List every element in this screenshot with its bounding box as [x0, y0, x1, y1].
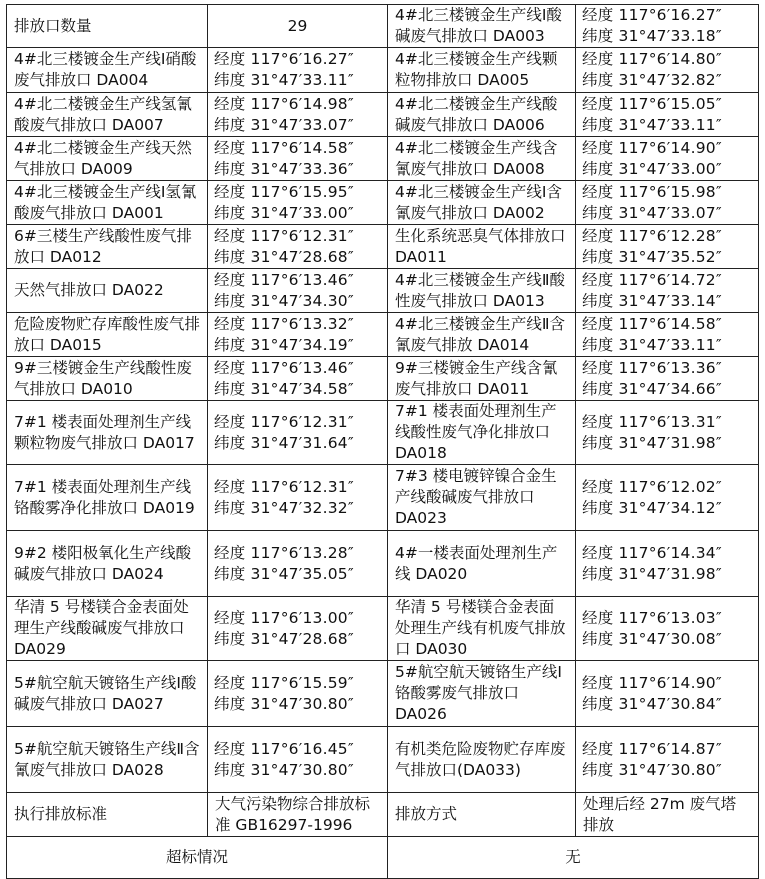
latitude: 纬度 31°47′33.00″ [214, 203, 354, 222]
outlet-coordinates [208, 401, 388, 465]
standard-label: 执行排放标准 [7, 793, 208, 837]
outlet-name: 4#北二楼镀金生产线酸碱废气排放口 DA006 [388, 93, 576, 137]
outlet-coordinates [576, 727, 759, 793]
longitude: 经度 117°6′12.31″ [214, 477, 354, 496]
exceed-label: 超标情况 [7, 837, 388, 879]
table-row [7, 48, 759, 93]
outlet-name: 7#1 楼表面处理剂生产线铬酸雾净化排放口 DA019 [7, 465, 208, 531]
latitude: 纬度 31°47′33.11″ [582, 115, 722, 134]
longitude: 经度 117°6′14.90″ [582, 138, 722, 157]
longitude: 经度 117°6′12.31″ [214, 412, 354, 431]
longitude: 经度 117°6′12.31″ [214, 226, 354, 245]
outlet-coordinates [208, 137, 388, 181]
outlet-name: 4#北三楼镀金生产线Ⅰ含氰废气排放口 DA002 [388, 181, 576, 225]
longitude: 经度 117°6′14.72″ [582, 270, 722, 289]
latitude: 纬度 31°47′33.18″ [582, 27, 722, 45]
outlet-name: 华清 5 号楼镁合金表面处理生产线有机废气排放口 DA030 [388, 597, 576, 661]
longitude: 经度 117°6′14.80″ [582, 50, 722, 68]
outlet-name: 7#1 楼表面处理剂生产线酸性废气净化排放口 DA018 [388, 401, 576, 465]
latitude: 纬度 31°47′32.32″ [214, 498, 354, 517]
table-row [7, 313, 759, 357]
longitude: 经度 117°6′13.03″ [582, 608, 722, 627]
outlet-coordinates [576, 357, 759, 401]
latitude: 纬度 31°47′34.66″ [582, 379, 722, 398]
table-row [7, 181, 759, 225]
outlet-count-label: 排放口数量 [7, 5, 208, 48]
longitude: 经度 117°6′14.58″ [582, 314, 722, 333]
outlet-name: 4#北三楼镀金生产线Ⅰ酸碱废气排放口 DA003 [388, 5, 576, 48]
latitude: 纬度 31°47′30.80″ [214, 760, 354, 779]
outlet-count-value: 29 [208, 5, 388, 48]
longitude: 经度 117°6′13.46″ [214, 358, 354, 377]
outlet-name: 4#北二楼镀金生产线含氰废气排放口 DA008 [388, 137, 576, 181]
outlet-coordinates [576, 93, 759, 137]
longitude: 经度 117°6′16.45″ [214, 739, 354, 758]
outlet-coordinates [208, 93, 388, 137]
table-row [7, 137, 759, 181]
outlet-coordinates [576, 401, 759, 465]
longitude: 经度 117°6′14.34″ [582, 543, 722, 562]
outlet-name: 生化系统恶臭气体排放口 DA011 [388, 225, 576, 269]
standard-value: 大气污染物综合排放标准 GB16297-1996 [208, 793, 388, 837]
outlet-name: 7#3 楼电镀锌镍合金生产线酸碱废气排放口 DA023 [388, 465, 576, 531]
table-row [7, 727, 759, 793]
outlet-coordinates [208, 269, 388, 313]
outlet-name: 天然气排放口 DA022 [7, 269, 208, 313]
longitude: 经度 117°6′16.27″ [582, 6, 722, 24]
outlet-name: 6#三楼生产线酸性废气排放口 DA012 [7, 225, 208, 269]
latitude: 纬度 31°47′34.58″ [214, 379, 354, 398]
outlet-name: 华清 5 号楼镁合金表面处理生产线酸碱废气排放口 DA029 [7, 597, 208, 661]
table-row [7, 357, 759, 401]
table-row [7, 661, 759, 727]
table-row [7, 531, 759, 597]
outlet-name: 7#1 楼表面处理剂生产线颗粒物废气排放口 DA017 [7, 401, 208, 465]
outlet-name: 9#三楼镀金生产线酸性废气排放口 DA010 [7, 357, 208, 401]
outlet-name: 4#北三楼镀金生产线颗粒物排放口 DA005 [388, 48, 576, 93]
outlet-coordinates [576, 269, 759, 313]
outlet-coordinates [208, 727, 388, 793]
method-value: 处理后经 27m 废气塔排放 [576, 793, 759, 837]
outlet-coordinates [576, 597, 759, 661]
latitude: 纬度 31°47′33.07″ [582, 203, 722, 222]
outlet-coordinates [576, 465, 759, 531]
outlet-name: 4#北三楼镀金生产线Ⅰ硝酸废气排放口 DA004 [7, 48, 208, 93]
latitude: 纬度 31°47′33.14″ [582, 291, 722, 310]
longitude: 经度 117°6′15.98″ [582, 182, 722, 201]
latitude: 纬度 31°47′33.00″ [582, 159, 722, 178]
table-row [7, 269, 759, 313]
latitude: 纬度 31°47′33.11″ [214, 71, 354, 89]
longitude: 经度 117°6′14.98″ [214, 94, 354, 113]
outlet-coordinates [208, 181, 388, 225]
latitude: 纬度 31°47′33.11″ [582, 335, 722, 354]
outlet-name: 4#一楼表面处理剂生产线 DA020 [388, 531, 576, 597]
longitude: 经度 117°6′13.32″ [214, 314, 354, 333]
outlet-coordinates [208, 225, 388, 269]
longitude: 经度 117°6′15.59″ [214, 673, 354, 692]
outlet-name: 5#航空航天镀铬生产线Ⅰ铬酸雾废气排放口 DA026 [388, 661, 576, 727]
latitude: 纬度 31°47′33.36″ [214, 159, 354, 178]
exceed-row [7, 837, 759, 879]
outlet-name: 9#三楼镀金生产线含氰废气排放口 DA011 [388, 357, 576, 401]
exceed-value: 无 [388, 837, 759, 879]
latitude: 纬度 31°47′30.84″ [582, 694, 722, 713]
table-row [7, 225, 759, 269]
outlet-coordinates [576, 181, 759, 225]
table-row [7, 597, 759, 661]
longitude: 经度 117°6′16.27″ [214, 50, 354, 68]
longitude: 经度 117°6′14.58″ [214, 138, 354, 157]
outlet-name: 4#北二楼镀金生产线天然气排放口 DA009 [7, 137, 208, 181]
table-row [7, 401, 759, 465]
latitude: 纬度 31°47′34.19″ [214, 335, 354, 354]
outlet-name: 危险废物贮存库酸性废气排放口 DA015 [7, 313, 208, 357]
longitude: 经度 117°6′13.28″ [214, 543, 354, 562]
outlet-name: 有机类危险废物贮存库废气排放口(DA033) [388, 727, 576, 793]
outlet-name: 5#航空航天镀铬生产线Ⅱ含氰废气排放口 DA028 [7, 727, 208, 793]
outlet-name: 4#北三楼镀金生产线Ⅱ酸性废气排放口 DA013 [388, 269, 576, 313]
latitude: 纬度 31°47′31.64″ [214, 433, 354, 452]
longitude: 经度 117°6′15.95″ [214, 182, 354, 201]
latitude: 纬度 31°47′31.98″ [582, 433, 722, 452]
outlet-coordinates [576, 225, 759, 269]
latitude: 纬度 31°47′30.80″ [214, 694, 354, 713]
outlet-coordinates [576, 48, 759, 93]
outlet-coordinates [576, 661, 759, 727]
longitude: 经度 117°6′14.87″ [582, 739, 722, 758]
method-label: 排放方式 [388, 793, 576, 837]
emission-outlet-table [6, 4, 759, 879]
latitude: 纬度 31°47′30.80″ [582, 760, 722, 779]
outlet-coordinates [576, 5, 759, 48]
outlet-name: 9#2 楼阳极氧化生产线酸碱废气排放口 DA024 [7, 531, 208, 597]
latitude: 纬度 31°47′28.68″ [214, 247, 354, 266]
outlet-coordinates [208, 597, 388, 661]
outlet-name: 5#航空航天镀铬生产线Ⅰ酸碱废气排放口 DA027 [7, 661, 208, 727]
header-row [7, 5, 759, 48]
longitude: 经度 117°6′14.90″ [582, 673, 722, 692]
outlet-coordinates [208, 661, 388, 727]
outlet-coordinates [576, 313, 759, 357]
table-row [7, 465, 759, 531]
outlet-name: 4#北二楼镀金生产线氢氰酸废气排放口 DA007 [7, 93, 208, 137]
outlet-coordinates [208, 531, 388, 597]
latitude: 纬度 31°47′35.52″ [582, 247, 722, 266]
latitude: 纬度 31°47′31.98″ [582, 564, 722, 583]
latitude: 纬度 31°47′34.30″ [214, 291, 354, 310]
longitude: 经度 117°6′12.28″ [582, 226, 722, 245]
table-row [7, 93, 759, 137]
outlet-coordinates [576, 137, 759, 181]
longitude: 经度 117°6′13.36″ [582, 358, 722, 377]
longitude: 经度 117°6′15.05″ [582, 94, 722, 113]
latitude: 纬度 31°47′35.05″ [214, 564, 354, 583]
longitude: 经度 117°6′13.31″ [582, 412, 722, 431]
latitude: 纬度 31°47′33.07″ [214, 115, 354, 134]
latitude: 纬度 31°47′30.08″ [582, 629, 722, 648]
outlet-coordinates [208, 465, 388, 531]
standard-row [7, 793, 759, 837]
longitude: 经度 117°6′13.00″ [214, 608, 354, 627]
longitude: 经度 117°6′12.02″ [582, 477, 722, 496]
longitude: 经度 117°6′13.46″ [214, 270, 354, 289]
latitude: 纬度 31°47′34.12″ [582, 498, 722, 517]
outlet-coordinates [576, 531, 759, 597]
outlet-coordinates [208, 313, 388, 357]
outlet-name: 4#北三楼镀金生产线Ⅱ含氰废气排放 DA014 [388, 313, 576, 357]
latitude: 纬度 31°47′28.68″ [214, 629, 354, 648]
outlet-coordinates [208, 357, 388, 401]
latitude: 纬度 31°47′32.82″ [582, 71, 722, 89]
outlet-name: 4#北三楼镀金生产线Ⅰ氢氰酸废气排放口 DA001 [7, 181, 208, 225]
outlet-coordinates [208, 48, 388, 93]
